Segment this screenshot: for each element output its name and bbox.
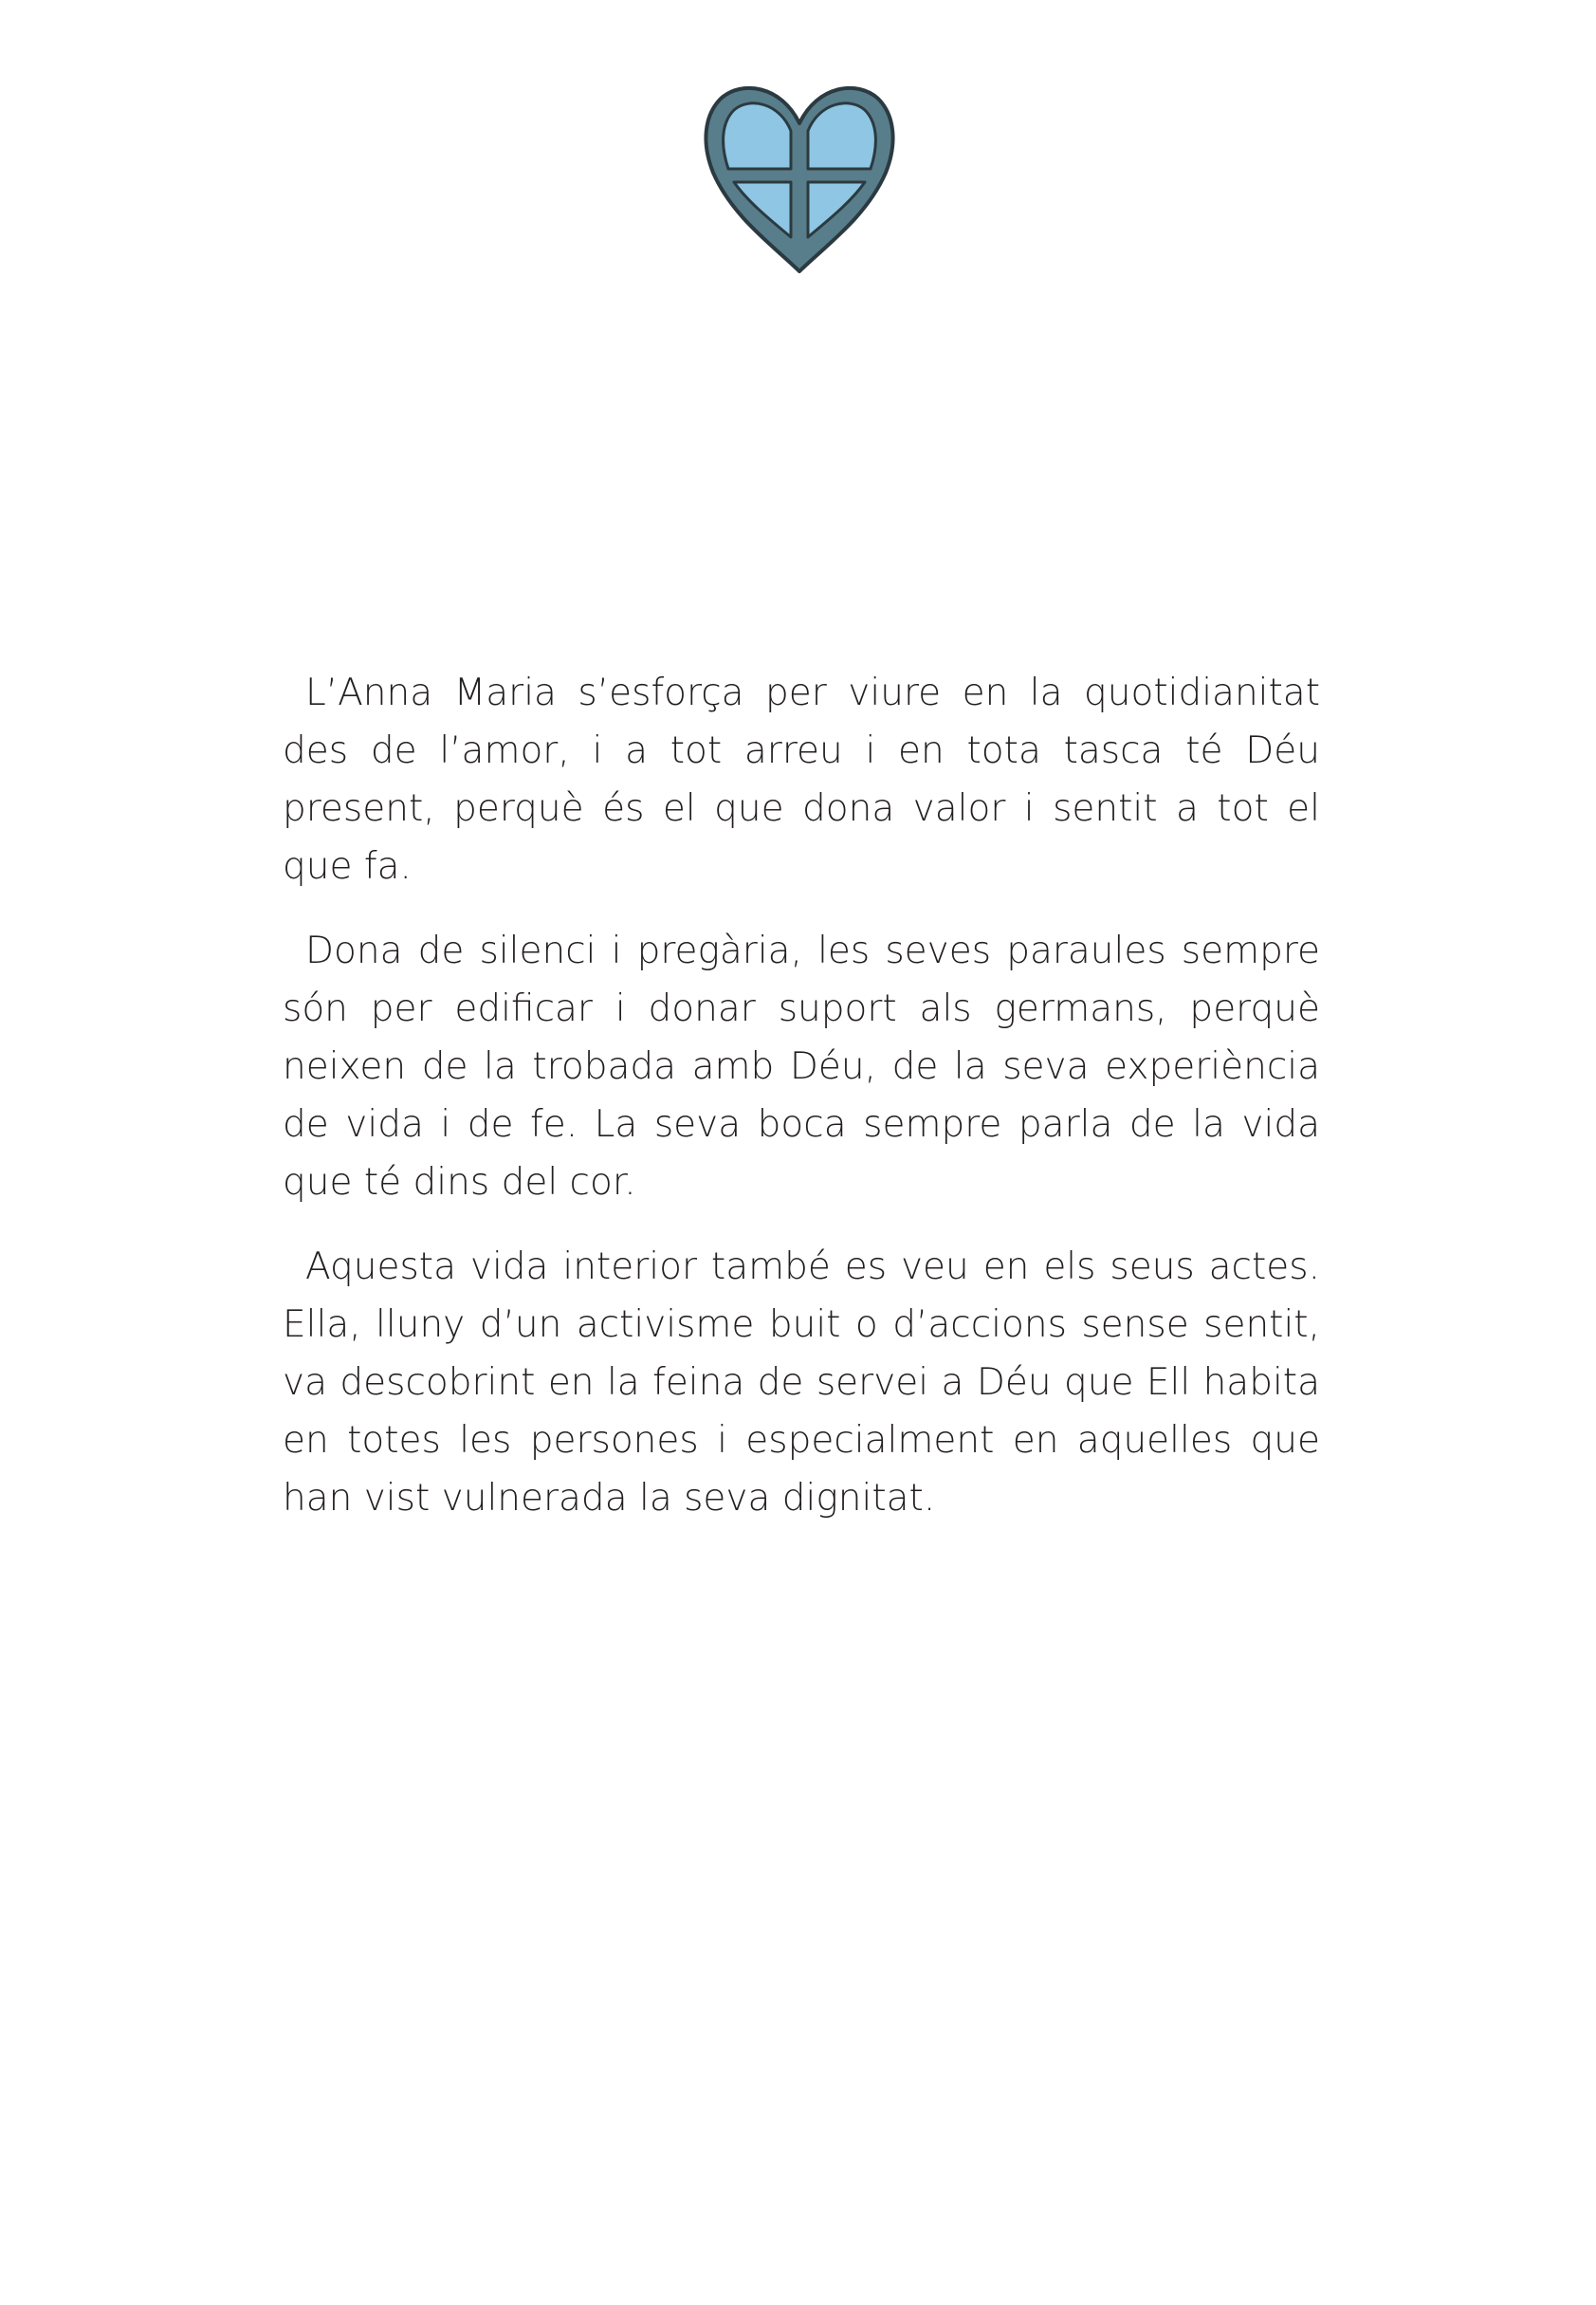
- heart-window-pane-top-left: [724, 103, 791, 169]
- paragraph-2: Dona de silenci i pregària, les seves paraules sempre són per edificar i donar suport als germans, perquè neixen de la trobada amb Déu, de la seva experiència de vida i de fe. La seva boca sempre parla de la vida que té dins del cor.: [283, 930, 1320, 1204]
- paragraph-1: L’Anna Maria s’esforça per viure en la quotidianitat des de l’amor, i a tot arreu i en tota tasca té Déu present, perquè és el que dona valor i sentit a tot el que fa.: [283, 672, 1320, 888]
- heart-window-pane-top-right: [808, 103, 875, 169]
- heart-window-icon: [700, 74, 899, 278]
- body-text: [283, 664, 1320, 1554]
- paragraph-3: Aquesta vida interior també es veu en els seus actes. Ella, lluny d’un activisme buit o d’accions sense sentit, va descobrint en la feina de servei a Déu que Ell habita en totes les persones i especialment en aquelles que han vist vulnerada la seva dignitat.: [283, 1245, 1320, 1520]
